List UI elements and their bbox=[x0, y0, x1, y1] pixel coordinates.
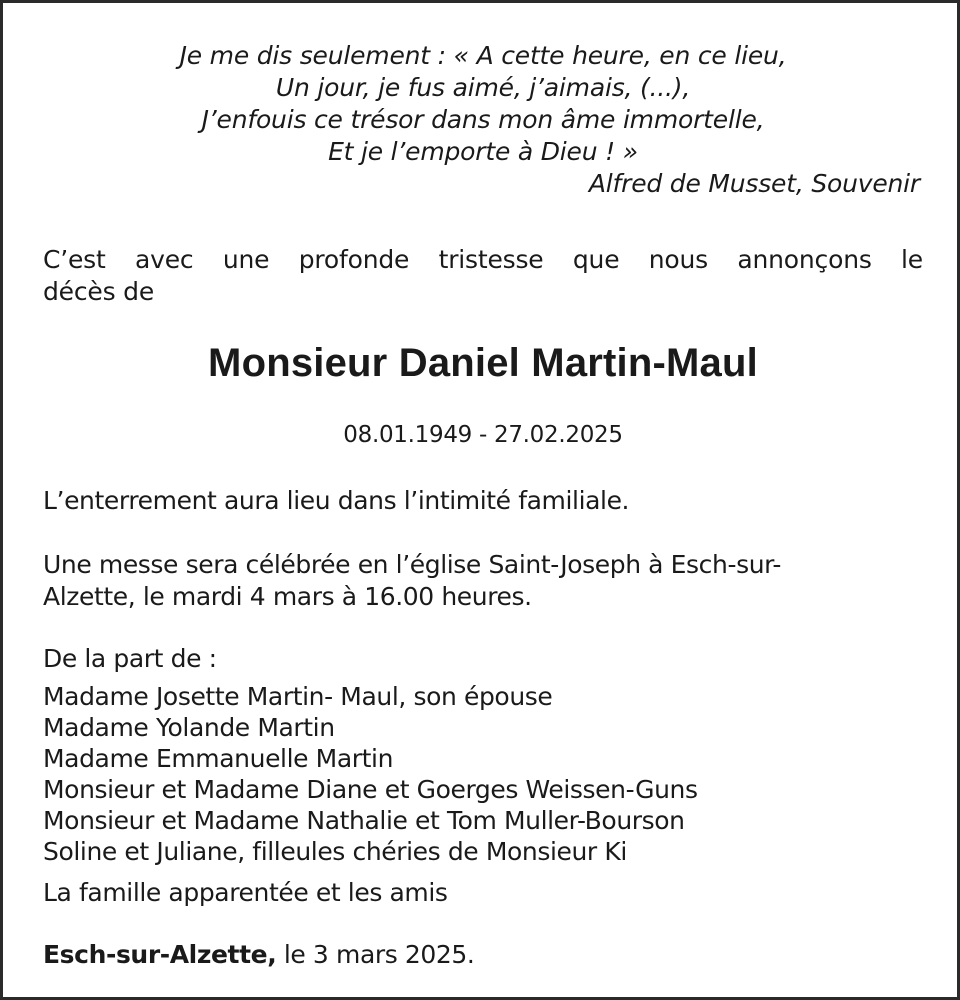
family-member: Madame Josette Martin- Maul, son épouse bbox=[43, 682, 553, 711]
poem-line-4: Et je l’emporte à Dieu ! » bbox=[328, 137, 638, 166]
signature-line bbox=[43, 939, 474, 971]
poem-attribution: Alfred de Musset, Souvenir bbox=[588, 169, 920, 198]
family-member: Monsieur et Madame Diane et Goerges Weissen-Guns bbox=[43, 775, 698, 804]
deceased-dates: 08.01.1949 - 27.02.2025 bbox=[343, 422, 623, 448]
signature-place: Esch-sur-Alzette, bbox=[43, 940, 277, 969]
family-member: Soline et Juliane, filleules chéries de Monsieur Ki bbox=[43, 837, 627, 866]
poem-line-3: J’enfouis ce trésor dans mon âme immortelle, bbox=[201, 105, 765, 134]
announcement-line-1: C’est avec une profonde tristesse que nous annonçons le bbox=[43, 245, 923, 274]
poem-line-2: Un jour, je fus aimé, j’aimais, (...), bbox=[275, 73, 691, 102]
signature-date: le 3 mars 2025. bbox=[283, 940, 475, 969]
burial-info: L’enterrement aura lieu dans l’intimité familiale. bbox=[43, 486, 630, 515]
family-member: Monsieur et Madame Nathalie et Tom Muller-Bourson bbox=[43, 806, 685, 835]
family-heading: De la part de : bbox=[43, 644, 217, 673]
deceased-name: Monsieur Daniel Martin-Maul bbox=[208, 341, 758, 385]
mass-info-line-2: Alzette, le mardi 4 mars à 16.00 heures. bbox=[43, 582, 532, 611]
family-member: Madame Yolande Martin bbox=[43, 713, 335, 742]
mass-info-line-1: Une messe sera célébrée en l’église Saint-Joseph à Esch-sur- bbox=[43, 550, 782, 579]
family-closing: La famille apparentée et les amis bbox=[43, 878, 448, 907]
family-member: Madame Emmanuelle Martin bbox=[43, 744, 394, 773]
poem-line-1: Je me dis seulement : « A cette heure, en ce lieu, bbox=[179, 41, 787, 70]
announcement-line-2: décès de bbox=[43, 277, 154, 306]
